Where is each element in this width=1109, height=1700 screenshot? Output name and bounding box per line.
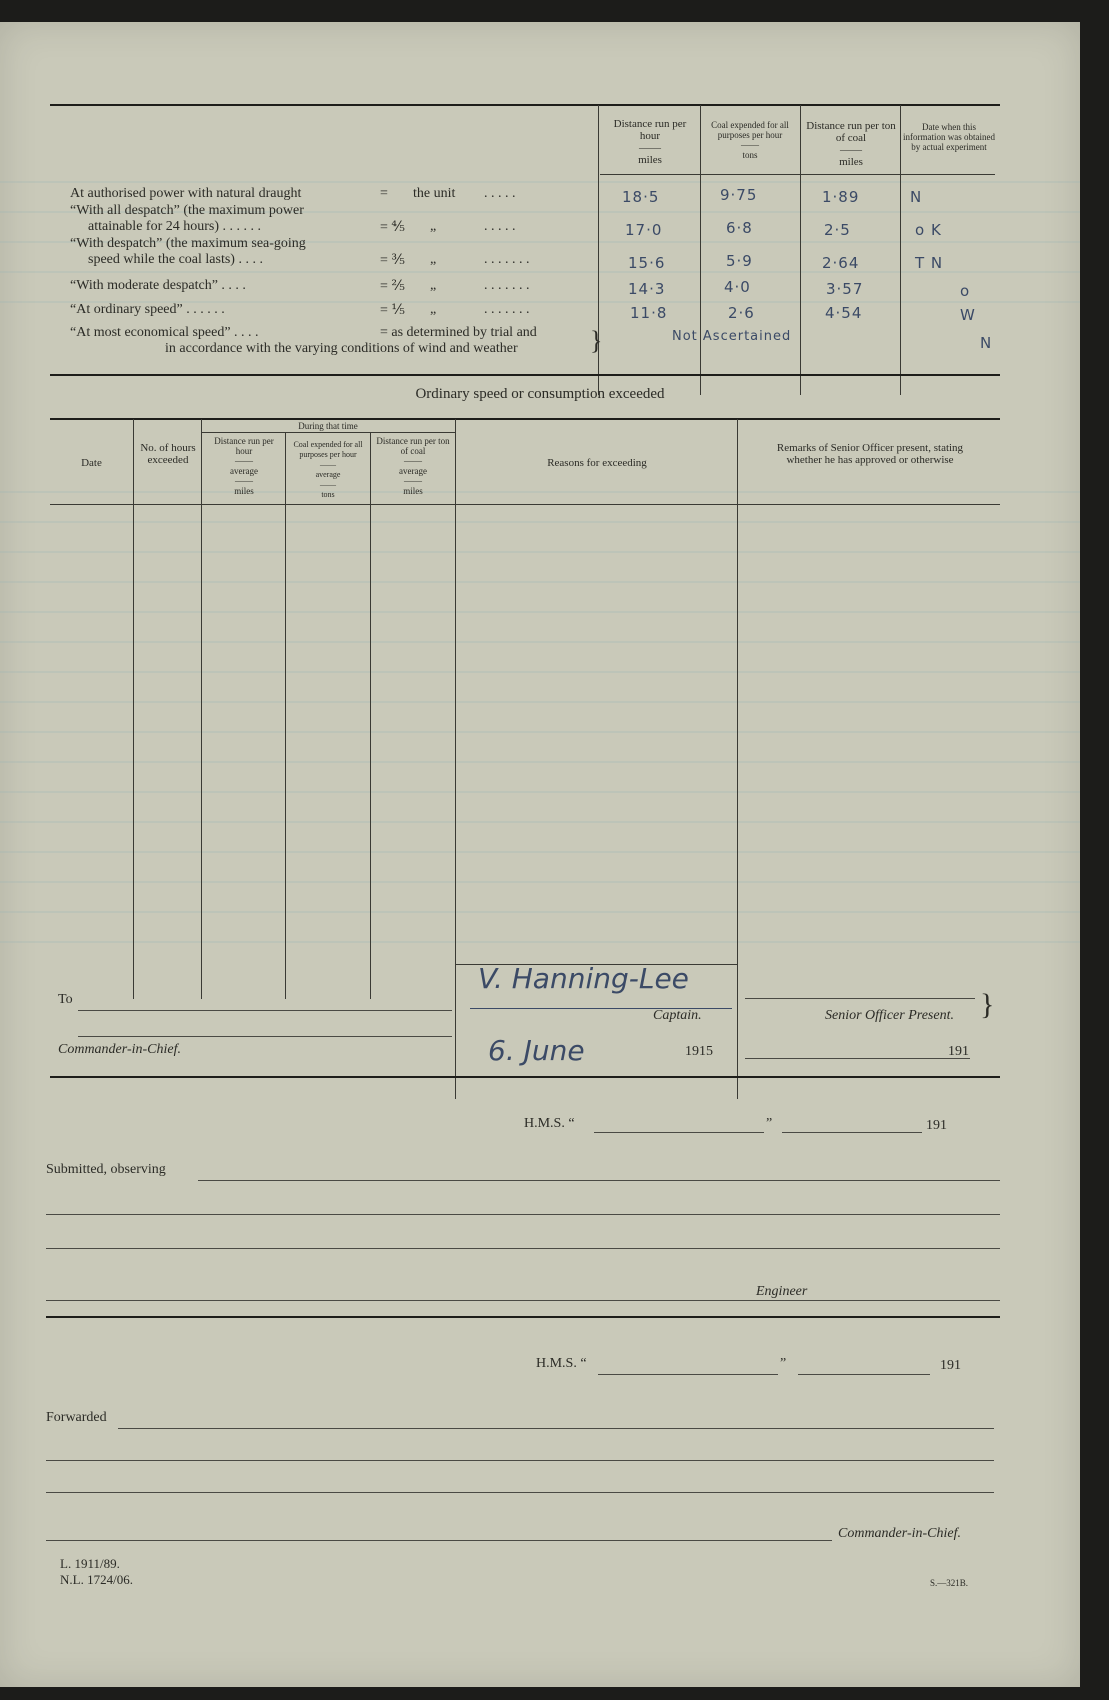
col-divider <box>700 105 701 395</box>
row-ratio: = ⅗ <box>380 253 405 268</box>
hand-per-ton: 2·5 <box>824 221 851 239</box>
row-ratio: = <box>380 186 388 201</box>
row-equiv: „ <box>430 278 437 293</box>
hand-date: W <box>960 306 976 324</box>
row-dots: . . . . . . . <box>484 252 530 267</box>
senior-officer-label: Senior Officer Present. <box>825 1008 954 1023</box>
brace-right: } <box>980 988 995 1021</box>
row-ratio: = ⅘ <box>380 220 405 235</box>
hand-date: N <box>980 334 993 352</box>
senior-date-line[interactable] <box>745 1058 970 1059</box>
hand-per-ton: 2·64 <box>822 254 860 272</box>
hms-label: H.M.S. “ <box>524 1116 575 1131</box>
row-label: At authorised power with natural draught <box>70 186 302 201</box>
submitted-line-2[interactable] <box>46 1214 1000 1215</box>
header-bottom-rule <box>50 504 1000 505</box>
row-label-cont: attainable for 24 hours) . . . . . . <box>88 219 262 234</box>
row-ratio: = ⅕ <box>380 303 405 318</box>
date-signature: 6. June <box>488 1034 585 1067</box>
col-divider <box>455 419 456 1099</box>
hand-date: o <box>960 282 971 300</box>
hand-per-ton: 4·54 <box>825 304 863 322</box>
close-quote: ” <box>766 1116 773 1131</box>
row-dots: . . . . . . . <box>484 302 530 317</box>
hand-coal: 4·0 <box>724 278 751 296</box>
hand-dist: 11·8 <box>630 304 668 322</box>
hand-date: T N <box>915 254 944 272</box>
hand-not-ascertained: Not Ascertained <box>672 329 792 344</box>
ship-name-line[interactable] <box>598 1374 778 1375</box>
to-label: To <box>58 992 73 1007</box>
row-label-cont: in accordance with the varying conditions of wind and weather <box>165 341 518 356</box>
signoff-bottom-rule <box>50 1076 1000 1078</box>
col-hours: No. of hours exceeded <box>140 442 196 466</box>
hand-dist: 14·3 <box>628 280 666 298</box>
hand-per-ton: 3·57 <box>826 280 864 298</box>
top-table-bottom-rule <box>50 374 1000 376</box>
hand-dist: 15·6 <box>628 254 666 272</box>
row-equiv: „ <box>430 219 437 234</box>
senior-year: 191 <box>948 1044 969 1059</box>
row-label: “With moderate despatch” . . . . <box>70 278 246 293</box>
col-remarks: Remarks of Senior Officer present, stating whether he has approved or otherwise <box>776 442 964 466</box>
ref-2: N.L. 1724/06. <box>60 1572 133 1587</box>
date-line[interactable] <box>782 1132 922 1133</box>
submitted-line-3[interactable] <box>46 1248 1000 1249</box>
close-quote: ” <box>780 1356 787 1371</box>
header-date-obtained: Date when this information was obtained by actual experiment <box>903 122 995 152</box>
header-coal: Coal expended for all purposes per hour —— tons <box>711 120 789 160</box>
signoff-year: 1915 <box>685 1044 713 1059</box>
row-ratio: = as determined by trial and <box>380 325 537 340</box>
hand-coal: 9·75 <box>720 186 758 204</box>
col-divider <box>800 105 801 395</box>
engineer-bottom-rule <box>46 1316 1000 1318</box>
row-label-cont: speed while the coal lasts) . . . . <box>88 252 263 267</box>
to-line-2[interactable] <box>78 1036 452 1037</box>
form-number: S.—321B. <box>930 1578 969 1588</box>
row-label: “With despatch” (the maximum sea-going <box>70 236 306 251</box>
submitted-label: Submitted, observing <box>46 1162 166 1177</box>
col-per-ton: Distance run per ton of coal —— average —— miles <box>376 436 450 496</box>
hand-dist: 18·5 <box>622 188 660 206</box>
forwarded-line-3[interactable] <box>46 1492 994 1493</box>
col-dist: Distance run per hour —— average —— miles <box>214 436 274 496</box>
row-equiv: „ <box>430 302 437 317</box>
col-divider <box>900 105 901 395</box>
hand-coal: 2·6 <box>728 304 755 322</box>
forwarded-line-2[interactable] <box>46 1460 994 1461</box>
row-label: “With all despatch” (the maximum power <box>70 203 304 218</box>
submitted-line[interactable] <box>198 1180 1000 1181</box>
senior-officer-line[interactable] <box>745 998 975 999</box>
year-label: 191 <box>926 1118 947 1133</box>
row-dots: . . . . . . . <box>484 278 530 293</box>
row-equiv: „ <box>430 252 437 267</box>
hand-coal: 5·9 <box>726 252 753 270</box>
row-dots: . . . . . <box>484 219 516 234</box>
captain-signature: V. Hanning-Lee <box>478 962 689 995</box>
ship-name-line[interactable] <box>594 1132 764 1133</box>
year-label: 191 <box>940 1358 961 1373</box>
col-divider <box>201 419 202 999</box>
ref-1: L. 1911/89. <box>60 1556 120 1571</box>
col-divider <box>285 432 286 999</box>
top-rule <box>50 104 1000 106</box>
row-label: “At most economical speed” . . . . <box>70 325 259 340</box>
engineer-label: Engineer <box>756 1284 808 1299</box>
hms-label: H.M.S. “ <box>536 1356 587 1371</box>
col-divider <box>737 419 738 1099</box>
row-ratio: = ⅖ <box>380 279 405 294</box>
col-divider <box>133 419 134 999</box>
commander-label: Commander-in-Chief. <box>58 1042 181 1057</box>
exceeded-title: Ordinary speed or consumption exceeded <box>415 386 665 402</box>
commander-label: Commander-in-Chief. <box>838 1526 961 1541</box>
header-distance: Distance run per hour —— miles <box>613 118 687 166</box>
header-per-ton: Distance run per ton of coal —— miles <box>806 120 896 168</box>
row-equiv: the unit <box>413 186 456 201</box>
forwarded-line[interactable] <box>118 1428 994 1429</box>
hand-date: o K <box>915 221 942 239</box>
hand-dist: 17·0 <box>625 221 663 239</box>
form-page <box>0 22 1080 1687</box>
brace: } <box>590 326 603 355</box>
forwarded-label: Forwarded <box>46 1410 107 1425</box>
col-reasons: Reasons for exceeding <box>547 457 647 469</box>
captain-label: Captain. <box>653 1008 702 1023</box>
exceeded-top-rule <box>50 418 1000 420</box>
during-that-time: During that time <box>298 421 358 431</box>
hand-per-ton: 1·89 <box>822 188 860 206</box>
row-dots: . . . . . <box>484 186 516 201</box>
hand-date: N <box>910 188 923 206</box>
to-line[interactable] <box>78 1010 452 1011</box>
col-divider <box>370 432 371 999</box>
col-coal: Coal expended for all purposes per hour —— average —— tons <box>293 440 363 499</box>
header-rule <box>600 174 995 175</box>
col-date: Date <box>81 457 102 469</box>
during-rule <box>202 432 455 433</box>
commander-line[interactable] <box>46 1540 832 1541</box>
date-line[interactable] <box>798 1374 930 1375</box>
hand-coal: 6·8 <box>726 219 753 237</box>
engineer-line[interactable] <box>46 1300 1000 1301</box>
row-label: “At ordinary speed” . . . . . . <box>70 302 225 317</box>
